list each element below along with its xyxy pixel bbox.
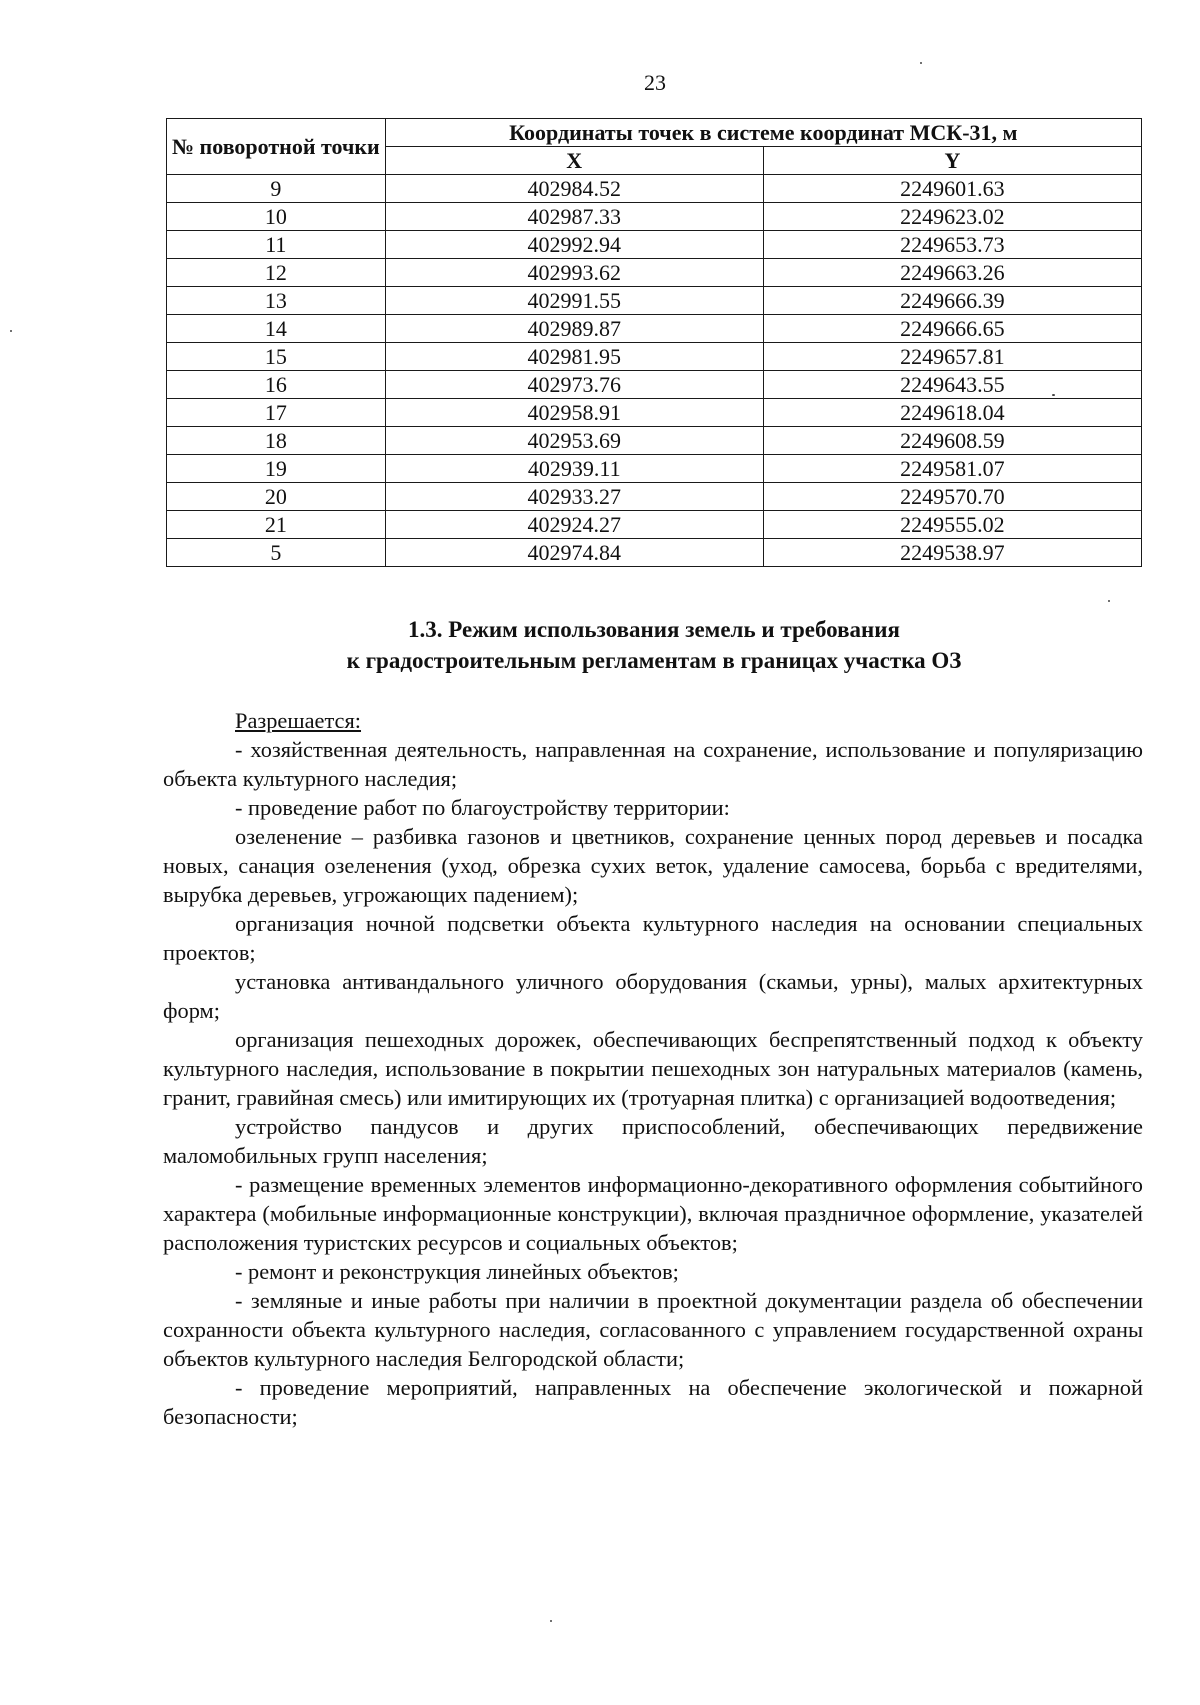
table-row (167, 343, 1142, 371)
x-coordinate-cell: 402939.11 (385, 455, 763, 483)
point-number-cell: 10 (167, 203, 386, 231)
body-paragraph: - размещение временных элементов информационно-декоративного оформления событийного характера (мобильные информационные конструкции), включая праздничное оформление, указателей расположения туристских ресурсов и социальных объектов; (163, 1172, 1143, 1255)
y-coordinate-cell: 2249643.55 (763, 371, 1141, 399)
x-coordinate-cell: 402992.94 (385, 231, 763, 259)
x-coordinate-cell: 402987.33 (385, 203, 763, 231)
coordinates-table (166, 118, 1142, 567)
table-row (167, 539, 1142, 567)
table-row (167, 287, 1142, 315)
x-coordinate-cell: 402974.84 (385, 539, 763, 567)
section-heading (166, 614, 1142, 676)
point-number-cell: 16 (167, 371, 386, 399)
y-coordinate-cell: 2249623.02 (763, 203, 1141, 231)
point-number-cell: 21 (167, 511, 386, 539)
x-coordinate-cell: 402958.91 (385, 399, 763, 427)
y-coordinate-cell: 2249666.65 (763, 315, 1141, 343)
body-paragraph: - проведение работ по благоустройству территории: (235, 795, 730, 820)
body-paragraph: - хозяйственная деятельность, направленная на сохранение, использование и популяризацию объекта культурного наследия; (163, 737, 1143, 791)
y-coordinate-cell: 2249618.04 (763, 399, 1141, 427)
y-coordinate-cell: 2249581.07 (763, 455, 1141, 483)
section-title-line-1: 1.3. Режим использования земель и требования (408, 617, 900, 642)
section-title-line-2: к градостроительным регламентам в границах участка ОЗ (346, 648, 962, 673)
point-number-cell: 20 (167, 483, 386, 511)
y-coordinate-cell: 2249570.70 (763, 483, 1141, 511)
body-paragraph: организация ночной подсветки объекта культурного наследия на основании специальных проектов; (163, 911, 1143, 965)
point-number-cell: 15 (167, 343, 386, 371)
table-row (167, 231, 1142, 259)
y-coordinate-cell: 2249663.26 (763, 259, 1141, 287)
scan-speck (550, 1620, 552, 1622)
point-number-cell: 17 (167, 399, 386, 427)
point-number-cell: 14 (167, 315, 386, 343)
x-coordinate-cell: 402984.52 (385, 175, 763, 203)
table-row (167, 259, 1142, 287)
body-paragraph: установка антивандального уличного оборудования (скамьи, урны), малых архитектурных форм; (163, 969, 1143, 1023)
page-number: 23 (644, 70, 666, 95)
table-row (167, 455, 1142, 483)
x-coordinate-cell: 402981.95 (385, 343, 763, 371)
point-number-cell: 5 (167, 539, 386, 567)
body-paragraph: организация пешеходных дорожек, обеспечивающих беспрепятственный подход к объекту культурного наследия, использование в покрытии пешеходных зон натуральных материалов (камень, гранит, гравийная смесь) или имитирующих их (тротуарная плитка) с организацией водоотведения; (163, 1027, 1143, 1110)
header-y: Y (763, 147, 1141, 175)
header-coordinates: Координаты точек в системе координат МСК-31, м (385, 119, 1141, 147)
scan-speck (920, 62, 922, 64)
y-coordinate-cell: 2249657.81 (763, 343, 1141, 371)
table-body (167, 175, 1142, 567)
scan-speck (1108, 600, 1110, 602)
table-row (167, 315, 1142, 343)
body-paragraph: - ремонт и реконструкция линейных объектов; (235, 1259, 679, 1284)
body-paragraph: - земляные и иные работы при наличии в проектной документации раздела об обеспечении сохранности объекта культурного наследия, согласованного с управлением государственной охраны объектов культурного наследия Белгородской области; (163, 1288, 1143, 1371)
point-number-cell: 12 (167, 259, 386, 287)
body-text (163, 706, 1143, 1431)
body-paragraph: озеленение – разбивка газонов и цветников, сохранение ценных пород деревьев и посадка новых, санация озеленения (уход, обрезка сухих веток, удаление самосева, борьба с вредителями, вырубка деревьев, угрожающих падением); (163, 824, 1143, 907)
x-coordinate-cell: 402991.55 (385, 287, 763, 315)
x-coordinate-cell: 402933.27 (385, 483, 763, 511)
body-paragraph: устройство пандусов и других приспособлений, обеспечивающих передвижение маломобильных групп населения; (163, 1114, 1143, 1168)
table-header-row (167, 119, 1142, 147)
point-number-cell: 9 (167, 175, 386, 203)
point-number-cell: 19 (167, 455, 386, 483)
header-point-number (167, 119, 386, 175)
point-number-cell: 13 (167, 287, 386, 315)
y-coordinate-cell: 2249538.97 (763, 539, 1141, 567)
table-row (167, 371, 1142, 399)
scan-speck (10, 330, 12, 332)
table-row (167, 483, 1142, 511)
table-row (167, 203, 1142, 231)
scan-speck (1052, 394, 1055, 396)
header-point-label: № поворотной точки (171, 134, 380, 159)
x-coordinate-cell: 402953.69 (385, 427, 763, 455)
point-number-cell: 18 (167, 427, 386, 455)
y-coordinate-cell: 2249666.39 (763, 287, 1141, 315)
y-coordinate-cell: 2249601.63 (763, 175, 1141, 203)
x-coordinate-cell: 402989.87 (385, 315, 763, 343)
body-paragraph: - проведение мероприятий, направленных на обеспечение экологической и пожарной безопасности; (163, 1375, 1143, 1429)
header-x: X (385, 147, 763, 175)
x-coordinate-cell: 402973.76 (385, 371, 763, 399)
table-row (167, 427, 1142, 455)
paragraph-list (163, 735, 1143, 1431)
table-row (167, 175, 1142, 203)
y-coordinate-cell: 2249653.73 (763, 231, 1141, 259)
table-row (167, 511, 1142, 539)
x-coordinate-cell: 402924.27 (385, 511, 763, 539)
y-coordinate-cell: 2249608.59 (763, 427, 1141, 455)
table-row (167, 399, 1142, 427)
y-coordinate-cell: 2249555.02 (763, 511, 1141, 539)
x-coordinate-cell: 402993.62 (385, 259, 763, 287)
point-number-cell: 11 (167, 231, 386, 259)
allowed-label: Разрешается: (235, 708, 362, 733)
